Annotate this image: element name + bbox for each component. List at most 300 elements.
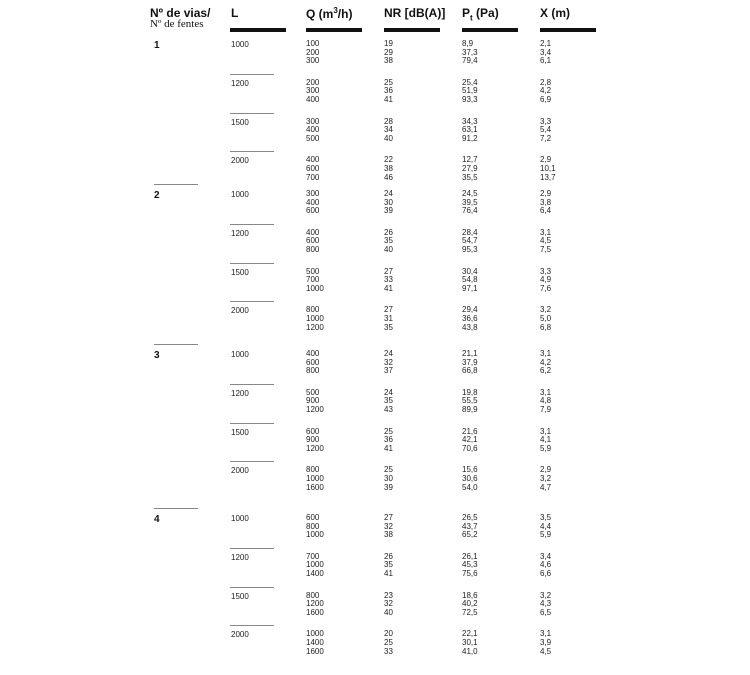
q-value-column <box>306 156 319 182</box>
nr-value: 24 <box>384 387 393 397</box>
x-value: 5,9 <box>540 443 552 453</box>
q-value: 900 <box>306 396 320 406</box>
q-value: 1000 <box>306 629 324 639</box>
nr-value-column <box>384 389 393 415</box>
pt-value: 65,2 <box>462 530 478 540</box>
nr-value: 35 <box>384 560 393 570</box>
pt-value: 76,4 <box>462 206 478 216</box>
x-value: 6,1 <box>540 56 552 66</box>
q-value: 400 <box>306 227 320 237</box>
nr-value-column <box>384 40 393 66</box>
q-value: 600 <box>306 163 320 173</box>
x-value: 4,5 <box>540 236 552 246</box>
header-rule-nr <box>384 28 440 32</box>
nr-value: 32 <box>384 521 393 531</box>
nr-value: 19 <box>384 39 393 48</box>
q-value: 1000 <box>306 560 324 570</box>
block-divider <box>230 224 274 225</box>
x-value: 2,9 <box>540 155 552 165</box>
q-value-column <box>306 630 324 656</box>
pt-value: 27,9 <box>462 163 478 173</box>
pt-value-column <box>462 592 478 618</box>
q-value: 600 <box>306 236 320 246</box>
block-divider <box>230 74 274 75</box>
x-value-column <box>540 79 551 105</box>
block-length: 1200 <box>231 78 249 88</box>
q-value: 500 <box>306 266 320 276</box>
nr-value: 33 <box>384 275 393 285</box>
pt-value-column <box>462 350 478 376</box>
nr-value: 35 <box>384 396 393 406</box>
nr-value-column <box>384 466 393 492</box>
nr-value-column <box>384 592 393 618</box>
group-divider <box>154 344 198 345</box>
block-divider <box>230 461 274 462</box>
nr-value: 32 <box>384 357 393 367</box>
pt-value: 51,9 <box>462 86 478 96</box>
block-length: 2000 <box>231 306 249 316</box>
nr-value: 22 <box>384 155 393 165</box>
block-length: 1200 <box>231 552 249 562</box>
pt-value: 89,9 <box>462 404 478 414</box>
q-value: 800 <box>306 244 320 254</box>
pt-value: 26,5 <box>462 513 478 522</box>
q-value-column <box>306 190 319 216</box>
pt-value: 54,8 <box>462 275 478 285</box>
nr-value: 36 <box>384 435 393 445</box>
header-q-superscript: 3 <box>333 6 338 15</box>
q-value-column <box>306 118 319 144</box>
pt-value: 45,3 <box>462 560 478 570</box>
q-value: 400 <box>306 197 320 207</box>
pt-value-column <box>462 118 478 144</box>
block-length: 1500 <box>231 427 249 437</box>
pt-value: 55,5 <box>462 396 478 406</box>
x-value: 4,1 <box>540 435 552 445</box>
nr-value: 35 <box>384 322 393 332</box>
pt-value: 91,2 <box>462 133 478 143</box>
x-value: 6,2 <box>540 366 552 376</box>
nr-value: 27 <box>384 266 393 276</box>
x-value: 10,1 <box>540 163 556 173</box>
nr-value: 26 <box>384 551 393 561</box>
nr-value: 32 <box>384 599 393 609</box>
q-value: 700 <box>306 275 320 285</box>
nr-value: 27 <box>384 513 393 522</box>
q-value: 1000 <box>306 313 324 323</box>
block-divider <box>230 263 274 264</box>
q-value: 1000 <box>306 473 324 483</box>
q-value: 100 <box>306 39 320 48</box>
header-rule-q <box>306 28 362 32</box>
pt-value: 40,2 <box>462 599 478 609</box>
header-rule-l <box>230 28 286 32</box>
nr-value-column <box>384 306 393 332</box>
block-divider <box>230 151 274 152</box>
pt-value-column <box>462 514 478 540</box>
x-value-column <box>540 40 551 66</box>
group-vias-number: 1 <box>154 40 160 51</box>
header-l: L <box>231 6 239 20</box>
q-value: 1200 <box>306 443 324 453</box>
x-value-column <box>540 229 551 255</box>
x-value: 3,4 <box>540 47 552 57</box>
x-value-column <box>540 630 551 656</box>
x-value-column <box>540 190 551 216</box>
q-value-column <box>306 79 319 105</box>
nr-value: 41 <box>384 568 393 578</box>
pt-value: 75,6 <box>462 568 478 578</box>
x-value: 7,2 <box>540 133 552 143</box>
group-vias-number: 4 <box>154 514 160 525</box>
nr-value-column <box>384 190 393 216</box>
x-value: 6,8 <box>540 322 552 332</box>
pt-value-column <box>462 466 478 492</box>
block-length: 1500 <box>231 267 249 277</box>
header-vias-subtitle: Nº de fentes <box>150 18 204 30</box>
nr-value: 20 <box>384 629 393 639</box>
x-value: 5,9 <box>540 530 552 540</box>
block-divider <box>230 301 274 302</box>
nr-value: 29 <box>384 47 393 57</box>
nr-value: 38 <box>384 56 393 66</box>
x-value: 3,3 <box>540 266 552 276</box>
pt-value: 54,7 <box>462 236 478 246</box>
q-value: 800 <box>306 305 320 315</box>
nr-value: 31 <box>384 313 393 323</box>
pt-value: 97,1 <box>462 283 478 293</box>
x-value: 3,1 <box>540 426 552 436</box>
x-value-column <box>540 592 551 618</box>
q-value: 1200 <box>306 322 324 332</box>
nr-value-column <box>384 350 393 376</box>
x-value: 7,6 <box>540 283 552 293</box>
q-value: 1400 <box>306 568 324 578</box>
header-rule-pt <box>462 28 518 32</box>
block-length: 1200 <box>231 228 249 238</box>
nr-value: 25 <box>384 637 393 647</box>
q-value: 300 <box>306 86 320 96</box>
q-value-column <box>306 229 319 255</box>
block-length: 1500 <box>231 591 249 601</box>
pt-value: 19,8 <box>462 387 478 397</box>
x-value: 3,1 <box>540 349 552 358</box>
pt-value-column <box>462 306 478 332</box>
nr-value: 38 <box>384 163 393 173</box>
nr-value: 39 <box>384 206 393 216</box>
q-value-column <box>306 350 319 376</box>
header-q-text: Q (m <box>306 7 334 21</box>
q-value: 300 <box>306 56 320 66</box>
q-value: 300 <box>306 116 320 126</box>
q-value: 1000 <box>306 530 324 540</box>
header-q <box>306 6 352 21</box>
x-value: 2,9 <box>540 189 552 198</box>
nr-value: 27 <box>384 305 393 315</box>
pt-value: 66,8 <box>462 366 478 376</box>
q-value: 600 <box>306 206 320 216</box>
x-value: 3,2 <box>540 305 552 315</box>
pt-value-column <box>462 229 478 255</box>
pt-value-column <box>462 79 478 105</box>
header-pt-subscript: t <box>470 13 473 23</box>
nr-value: 36 <box>384 86 393 96</box>
block-divider <box>230 384 274 385</box>
block-length: 1000 <box>231 350 249 359</box>
block-divider <box>230 548 274 549</box>
pt-value: 29,4 <box>462 305 478 315</box>
x-value: 3,2 <box>540 590 552 600</box>
nr-value-column <box>384 428 393 454</box>
q-value: 200 <box>306 47 320 57</box>
nr-value: 26 <box>384 227 393 237</box>
nr-value: 25 <box>384 77 393 87</box>
block-length: 1000 <box>231 514 249 523</box>
pt-value-column <box>462 156 478 182</box>
q-value: 800 <box>306 521 320 531</box>
block-length: 1500 <box>231 117 249 127</box>
q-value: 500 <box>306 133 320 143</box>
nr-value: 30 <box>384 473 393 483</box>
nr-value: 25 <box>384 465 393 475</box>
q-value: 1400 <box>306 637 324 647</box>
nr-value: 39 <box>384 482 393 492</box>
pt-value: 37,3 <box>462 47 478 57</box>
nr-value: 37 <box>384 366 393 376</box>
nr-value: 24 <box>384 189 393 198</box>
x-value: 7,9 <box>540 404 552 414</box>
nr-value-column <box>384 156 393 182</box>
block-divider <box>230 587 274 588</box>
pt-value: 43,8 <box>462 322 478 332</box>
header-vias-label: Nº de vias/ <box>150 6 211 20</box>
pt-value: 41,0 <box>462 646 478 656</box>
q-value: 500 <box>306 387 320 397</box>
pt-value: 34,3 <box>462 116 478 126</box>
q-value: 800 <box>306 465 320 475</box>
nr-value: 41 <box>384 283 393 293</box>
x-value-column <box>540 428 551 454</box>
q-value-column <box>306 389 324 415</box>
x-value-column <box>540 306 551 332</box>
x-value: 3,2 <box>540 473 552 483</box>
pt-value-column <box>462 40 478 66</box>
nr-value-column <box>384 514 393 540</box>
x-value: 2,1 <box>540 39 552 48</box>
pt-value-column <box>462 428 478 454</box>
block-length: 2000 <box>231 156 249 166</box>
x-value-column <box>540 268 551 294</box>
pt-value: 18,6 <box>462 590 478 600</box>
q-value: 1600 <box>306 646 324 656</box>
x-value: 6,4 <box>540 206 552 216</box>
x-value: 4,6 <box>540 560 552 570</box>
x-value: 4,3 <box>540 599 552 609</box>
pt-value-column <box>462 389 478 415</box>
x-value: 4,5 <box>540 646 552 656</box>
header-nr: NR [dB(A)] <box>384 6 446 20</box>
x-value: 4,2 <box>540 357 552 367</box>
q-value-column <box>306 592 324 618</box>
nr-value: 28 <box>384 116 393 126</box>
header-q-unit: /h) <box>337 7 353 21</box>
block-length: 2000 <box>231 630 249 640</box>
x-value: 5,4 <box>540 125 552 135</box>
nr-value: 40 <box>384 133 393 143</box>
nr-value: 35 <box>384 236 393 246</box>
nr-value-column <box>384 229 393 255</box>
x-value: 2,8 <box>540 77 552 87</box>
block-divider <box>230 423 274 424</box>
pt-value: 95,3 <box>462 244 478 254</box>
nr-value-column <box>384 553 393 579</box>
x-value: 3,1 <box>540 387 552 397</box>
nr-value-column <box>384 268 393 294</box>
q-value: 300 <box>306 189 320 198</box>
x-value: 4,8 <box>540 396 552 406</box>
q-value: 1000 <box>306 283 324 293</box>
x-value: 5,0 <box>540 313 552 323</box>
nr-value: 24 <box>384 349 393 358</box>
nr-value: 30 <box>384 197 393 207</box>
nr-value-column <box>384 79 393 105</box>
q-value: 400 <box>306 125 320 135</box>
q-value: 1200 <box>306 599 324 609</box>
nr-value: 33 <box>384 646 393 656</box>
block-divider <box>230 113 274 114</box>
block-length: 1000 <box>231 40 249 49</box>
pt-value: 12,7 <box>462 155 478 165</box>
pt-value: 42,1 <box>462 435 478 445</box>
nr-value: 38 <box>384 530 393 540</box>
x-value: 7,5 <box>540 244 552 254</box>
nr-value: 34 <box>384 125 393 135</box>
x-value: 3,1 <box>540 227 552 237</box>
pt-value-column <box>462 630 478 656</box>
x-value: 6,6 <box>540 568 552 578</box>
q-value: 600 <box>306 426 320 436</box>
pt-value: 26,1 <box>462 551 478 561</box>
x-value: 3,3 <box>540 116 552 126</box>
pt-value-column <box>462 190 478 216</box>
header-pt-unit: (Pa) <box>472 6 499 20</box>
x-value-column <box>540 389 551 415</box>
group-divider <box>154 184 198 185</box>
nr-value: 25 <box>384 426 393 436</box>
pt-value: 30,1 <box>462 637 478 647</box>
nr-value: 41 <box>384 443 393 453</box>
x-value: 4,2 <box>540 86 552 96</box>
block-divider <box>230 625 274 626</box>
x-value: 3,4 <box>540 551 552 561</box>
block-length: 1200 <box>231 388 249 398</box>
q-value: 200 <box>306 77 320 87</box>
q-value: 400 <box>306 155 320 165</box>
x-value-column <box>540 514 551 540</box>
x-value: 6,5 <box>540 607 552 617</box>
pt-value: 72,5 <box>462 607 478 617</box>
pt-value: 22,1 <box>462 629 478 639</box>
pt-value: 15,6 <box>462 465 478 475</box>
pt-value: 54,0 <box>462 482 478 492</box>
q-value: 400 <box>306 349 320 358</box>
x-value: 3,1 <box>540 629 552 639</box>
nr-value-column <box>384 118 393 144</box>
pt-value: 30,4 <box>462 266 478 276</box>
nr-value: 40 <box>384 607 393 617</box>
q-value: 1600 <box>306 482 324 492</box>
pt-value: 70,6 <box>462 443 478 453</box>
pt-value: 21,6 <box>462 426 478 436</box>
header-pt-text: P <box>462 6 471 20</box>
q-value-column <box>306 268 324 294</box>
nr-value: 43 <box>384 404 393 414</box>
q-value: 600 <box>306 357 320 367</box>
q-value: 1200 <box>306 404 324 414</box>
header-x: X (m) <box>540 6 570 20</box>
pt-value: 39,5 <box>462 197 478 207</box>
x-value-column <box>540 156 556 182</box>
q-value: 400 <box>306 94 320 104</box>
q-value-column <box>306 428 324 454</box>
q-value: 800 <box>306 366 320 376</box>
x-value: 13,7 <box>540 172 556 182</box>
x-value: 3,8 <box>540 197 552 207</box>
q-value: 700 <box>306 551 320 561</box>
pt-value: 21,1 <box>462 349 478 358</box>
x-value: 3,5 <box>540 513 552 522</box>
q-value: 700 <box>306 172 320 182</box>
x-value-column <box>540 553 551 579</box>
nr-value: 23 <box>384 590 393 600</box>
pt-value: 8,9 <box>462 39 474 48</box>
group-vias-number: 3 <box>154 350 160 361</box>
x-value-column <box>540 118 551 144</box>
q-value: 1600 <box>306 607 324 617</box>
pt-value: 79,4 <box>462 56 478 66</box>
block-length: 1000 <box>231 190 249 199</box>
pt-value: 43,7 <box>462 521 478 531</box>
block-length: 2000 <box>231 466 249 476</box>
group-vias-number: 2 <box>154 190 160 201</box>
x-value-column <box>540 466 551 492</box>
pt-value-column <box>462 268 478 294</box>
nr-value: 40 <box>384 244 393 254</box>
pt-value: 24,5 <box>462 189 478 198</box>
nr-value-column <box>384 630 393 656</box>
pt-value: 35,5 <box>462 172 478 182</box>
pt-value: 36,6 <box>462 313 478 323</box>
pt-value: 30,6 <box>462 473 478 483</box>
q-value: 900 <box>306 435 320 445</box>
x-value: 3,9 <box>540 637 552 647</box>
q-value-column <box>306 306 324 332</box>
pt-value: 28,4 <box>462 227 478 237</box>
x-value: 2,9 <box>540 465 552 475</box>
pt-value: 37,9 <box>462 357 478 367</box>
pt-value-column <box>462 553 478 579</box>
group-divider <box>154 508 198 509</box>
q-value-column <box>306 40 319 66</box>
q-value-column <box>306 466 324 492</box>
q-value: 600 <box>306 513 320 522</box>
x-value: 4,7 <box>540 482 552 492</box>
header-pt <box>462 6 499 22</box>
q-value-column <box>306 553 324 579</box>
q-value: 800 <box>306 590 320 600</box>
x-value-column <box>540 350 551 376</box>
header-rule-x <box>540 28 596 32</box>
